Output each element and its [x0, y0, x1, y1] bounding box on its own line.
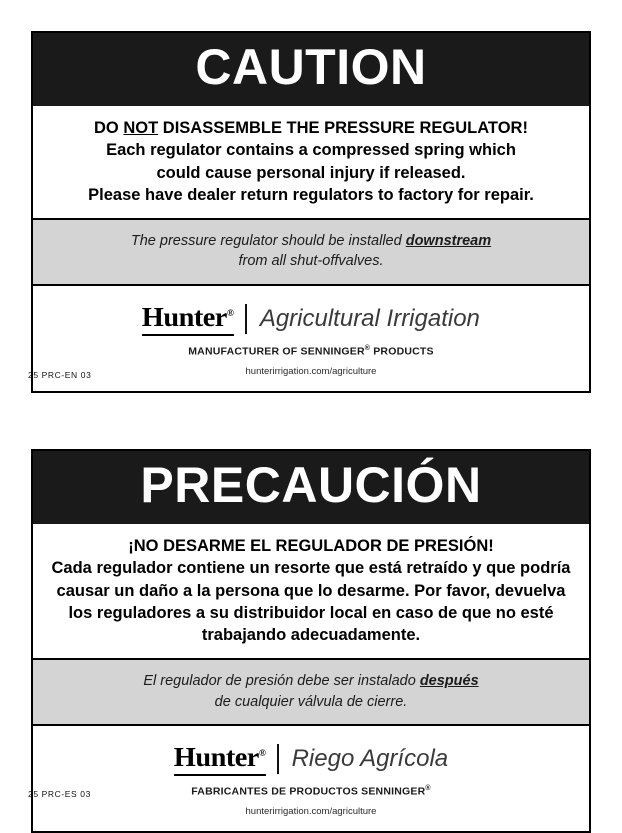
note-text-emphasis: después — [419, 673, 479, 690]
logo-divider — [277, 744, 279, 774]
note-line — [59, 692, 563, 712]
hunter-wordmark-text: Hunter — [173, 741, 259, 772]
note-text-pre: The pressure regulator should be installed — [130, 233, 406, 250]
note-text-emphasis: downstream — [405, 233, 492, 250]
warning-block-english — [33, 106, 589, 220]
brand-tagline: Riego Agrícola — [291, 744, 449, 772]
website-url[interactable]: hunterirrigation.com/agriculture — [245, 366, 377, 378]
note-line — [59, 231, 563, 251]
logo-divider — [245, 304, 247, 334]
note-block-spanish — [33, 660, 589, 726]
registered-trademark-icon: ® — [425, 784, 431, 792]
document-code-spanish: 25 PRC-ES 03 — [28, 789, 91, 799]
warning-text-pre: trabajando adecuadamente. — [201, 626, 421, 645]
hunter-wordmark — [140, 302, 236, 333]
hunter-logo-underline — [174, 774, 266, 776]
warning-line — [47, 184, 575, 206]
brand-block-english — [33, 286, 589, 392]
hunter-logo — [174, 742, 266, 776]
warning-text-pre: could cause personal injury if released. — [156, 163, 466, 182]
caution-banner-text-english: CAUTION — [195, 39, 427, 95]
hunter-logo — [142, 302, 234, 336]
warning-block-spanish — [33, 524, 589, 660]
registered-trademark-icon: ® — [258, 747, 266, 758]
manufacturer-line — [43, 345, 579, 358]
caution-banner-text-spanish: PRECAUCIÓN — [140, 457, 482, 513]
note-text-pre: de cualquier válvula de cierre. — [214, 693, 408, 710]
website-url[interactable]: hunterirrigation.com/agriculture — [245, 806, 377, 818]
warning-text-post: DISASSEMBLE THE PRESSURE REGULATOR! — [158, 119, 528, 137]
warning-line — [47, 162, 575, 184]
brand-block-spanish — [33, 726, 589, 832]
warning-line — [47, 580, 575, 602]
warning-line — [47, 117, 575, 139]
brand-row — [43, 302, 579, 336]
registered-trademark-icon: ® — [226, 307, 235, 318]
warning-text-underlined: NOT — [123, 119, 159, 137]
warning-text-pre: Cada regulador contiene un resorte que está retraído y que podría — [51, 559, 571, 578]
warning-line — [47, 602, 575, 624]
note-line — [59, 671, 563, 691]
warning-text-pre: DO — [94, 119, 124, 137]
caution-banner-english — [33, 33, 589, 106]
brand-tagline: Agricultural Irrigation — [259, 304, 480, 332]
registered-trademark-icon: ® — [364, 344, 371, 352]
manufacturer-text: MANUFACTURER OF SENNINGER — [188, 345, 365, 358]
caution-banner-spanish — [33, 451, 589, 524]
note-block-english — [33, 220, 589, 286]
manufacturer-suffix: PRODUCTS — [370, 345, 434, 358]
note-line — [59, 251, 563, 271]
warning-line — [47, 535, 575, 557]
warning-text-pre: los reguladores a su distribuidor local en caso de que no esté — [68, 603, 554, 622]
note-text-pre: El regulador de presión debe ser instalado — [143, 673, 420, 690]
manufacturer-line — [43, 785, 579, 798]
note-text-pre: from all shut-offvalves. — [238, 253, 384, 270]
hunter-wordmark — [172, 742, 268, 773]
warning-text-pre: Please have dealer return regulators to factory for repair. — [88, 185, 534, 204]
caution-panel-spanish — [31, 449, 591, 833]
warning-text-pre: Each regulator contains a compressed spring which — [106, 141, 516, 160]
hunter-logo-underline — [142, 334, 234, 336]
warning-text-pre: causar un daño a la persona que lo desarme. Por favor, devuelva — [56, 581, 566, 600]
brand-row — [43, 742, 579, 776]
document-code-english: 25 PRC-EN 03 — [28, 370, 92, 380]
hunter-wordmark-text: Hunter — [141, 301, 227, 332]
warning-line — [47, 139, 575, 161]
warning-text-pre: ¡NO DESARME EL REGULADOR DE PRESIÓN! — [128, 537, 494, 555]
caution-panel-english — [31, 31, 591, 393]
warning-line — [47, 624, 575, 646]
warning-line — [47, 557, 575, 579]
manufacturer-text: FABRICANTES DE PRODUCTOS SENNINGER — [191, 785, 426, 798]
